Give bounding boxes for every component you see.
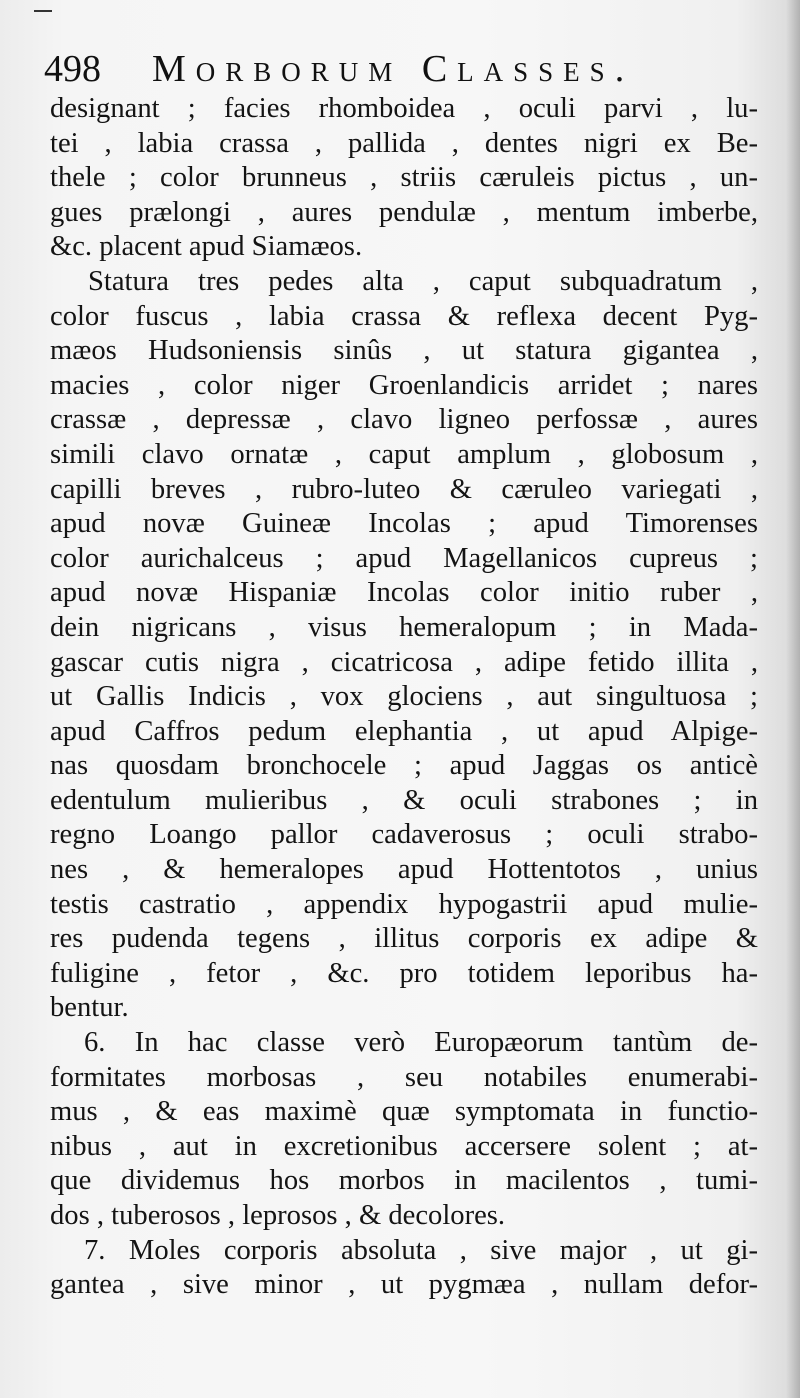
text-line: color fuscus , labia crassa & reflexa decent Pyg-: [50, 300, 758, 332]
text-line: nas quosdam bronchocele ; apud Jaggas os anticè: [50, 750, 758, 782]
text-line: apud Caffros pedum elephantia , ut apud Alpige-: [50, 715, 758, 747]
text-line: edentulum mulieribus , & oculi strabones ; in: [50, 784, 758, 816]
text-line: ut Gallis Indicis , vox glociens , aut singultuosa ;: [50, 681, 758, 713]
text-line: gantea , sive minor , ut pygmæa , nullam defor-: [50, 1269, 758, 1301]
text-line: nibus , aut in excretionibus accersere solent ; at-: [50, 1130, 758, 1162]
print-mark: [34, 10, 52, 12]
text-line: thele ; color brunneus , striis cæruleis pictus , un-: [50, 162, 758, 194]
text-line: que dividemus hos morbos in macilentos , tumi-: [50, 1165, 758, 1197]
text-line: crassæ , depressæ , clavo ligneo perfossæ , aures: [50, 404, 758, 436]
text-line: mæos Hudsoniensis sinûs , ut statura gigantea ,: [50, 335, 758, 367]
text-line: simili clavo ornatæ , caput amplum , globosum ,: [50, 438, 758, 470]
text-line: gues prælongi , aures pendulæ , mentum imberbe,: [50, 196, 758, 228]
text-line: dein nigricans , visus hemeralopum ; in Mada-: [50, 611, 758, 643]
text-line: testis castratio , appendix hypogastrii apud mulie-: [50, 888, 758, 920]
text-line: Statura tres pedes alta , caput subquadratum ,: [88, 265, 758, 297]
page-header: [44, 44, 774, 94]
text-line: 6. In hac classe verò Europæorum tantùm de-: [84, 1027, 758, 1059]
text-line: color aurichalceus ; apud Magellanicos cupreus ;: [50, 542, 758, 574]
text-line: regno Loango pallor cadaverosus ; oculi strabo-: [50, 819, 758, 851]
body-text: [50, 92, 758, 1303]
page-number: 498: [44, 48, 101, 90]
text-line: apud novæ Hispaniæ Incolas color initio ruber ,: [50, 577, 758, 609]
running-title: Morborum Classes.: [152, 48, 635, 90]
text-line: 7. Moles corporis absoluta , sive major , ut gi-: [84, 1234, 758, 1266]
text-line: apud novæ Guineæ Incolas ; apud Timorenses: [50, 508, 758, 540]
text-line: nes , & hemeralopes apud Hottentotos , unius: [50, 854, 758, 886]
text-line: capilli breves , rubro-luteo & cæruleo variegati ,: [50, 473, 758, 505]
text-line: designant ; facies rhomboidea , oculi parvi , lu-: [50, 93, 758, 124]
text-line: &c. placent apud Siamæos.: [50, 231, 363, 263]
text-line: fuligine , fetor , &c. pro totidem leporibus ha-: [50, 957, 758, 989]
text-line: dos , tuberosos , leprosos , & decolores.: [50, 1200, 506, 1231]
text-line: bentur.: [50, 992, 129, 1024]
text-line: tei , labia crassa , pallida , dentes nigri ex Be-: [50, 127, 758, 159]
text-line: mus , & eas maximè quæ symptomata in functio-: [50, 1096, 758, 1128]
text-line: formitates morbosas , seu notabiles enumerabi-: [50, 1061, 758, 1093]
text-line: macies , color niger Groenlandicis arridet ; nares: [50, 369, 758, 401]
page-edge-shadow: [786, 0, 800, 1398]
text-line: gascar cutis nigra , cicatricosa , adipe fetido illita ,: [50, 646, 758, 678]
text-line: res pudenda tegens , illitus corporis ex adipe &: [50, 923, 758, 955]
